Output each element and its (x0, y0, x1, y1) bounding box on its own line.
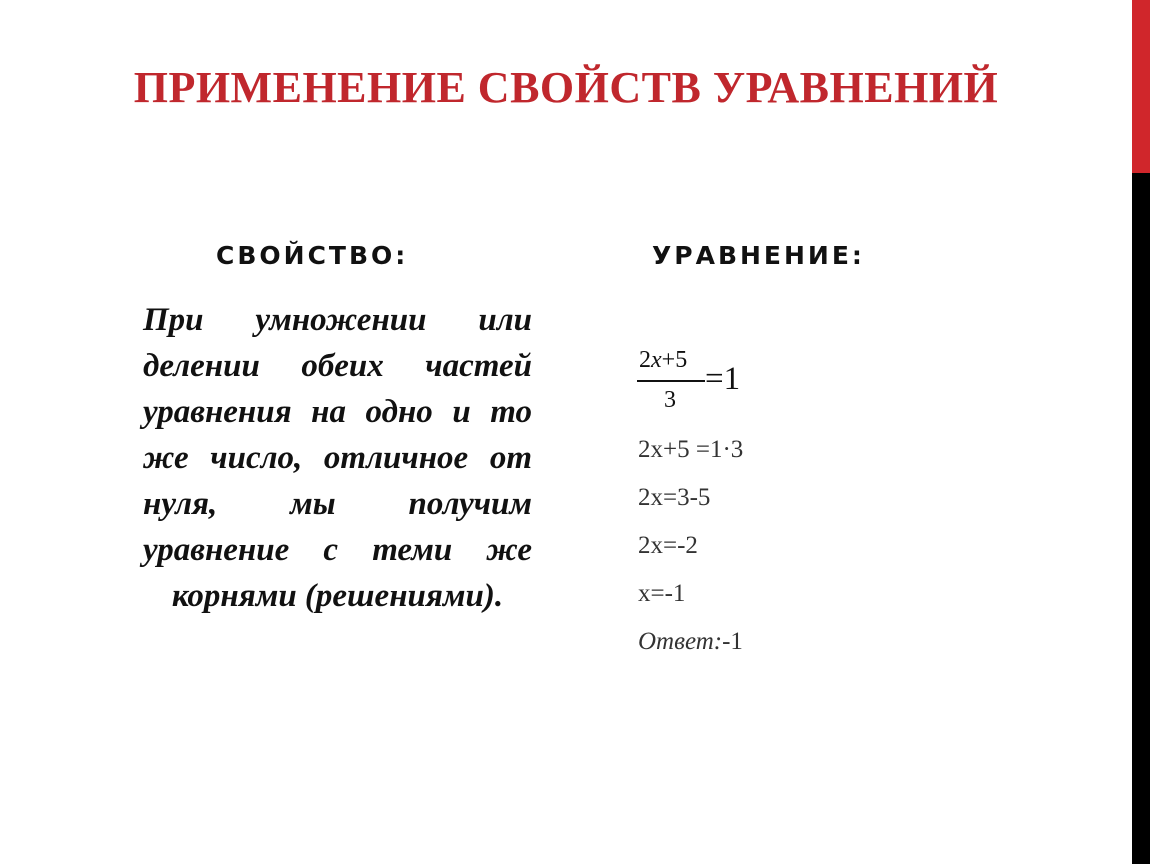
property-text: При умножении или делении обеих частей уравнения на одно и то же число, отличное от нуля, мы получим уравнение с теми же корнями (решениями). (143, 302, 532, 614)
answer-line (638, 628, 743, 656)
sidebar-accent-black (1132, 173, 1150, 864)
sidebar-accent-red (1132, 0, 1150, 173)
numerator-rest: +5 (661, 347, 688, 373)
numerator-variable: x (651, 347, 662, 373)
answer-label: Ответ: (638, 628, 723, 655)
equation-step-3: 2x=-2 (638, 532, 698, 559)
numerator-coefficient: 2 (639, 347, 651, 373)
slide-title: ПРИМЕНЕНИЕ СВОЙСТВ УРАВНЕНИЙ (133, 63, 999, 112)
equation-step-1: 2x+5 =1·3 (638, 436, 744, 463)
fraction-denominator: 3 (664, 387, 676, 413)
property-heading: СВОЙСТВО: (216, 241, 409, 270)
fraction-rhs: =1 (705, 361, 741, 397)
answer-value: -1 (722, 628, 743, 655)
equation-step-4: x=-1 (638, 580, 686, 607)
equation-step-2: 2x=3-5 (638, 484, 711, 511)
fraction-numerator (639, 347, 687, 374)
fraction-bar (637, 380, 705, 382)
equation-heading: УРАВНЕНИЕ: (652, 241, 865, 270)
